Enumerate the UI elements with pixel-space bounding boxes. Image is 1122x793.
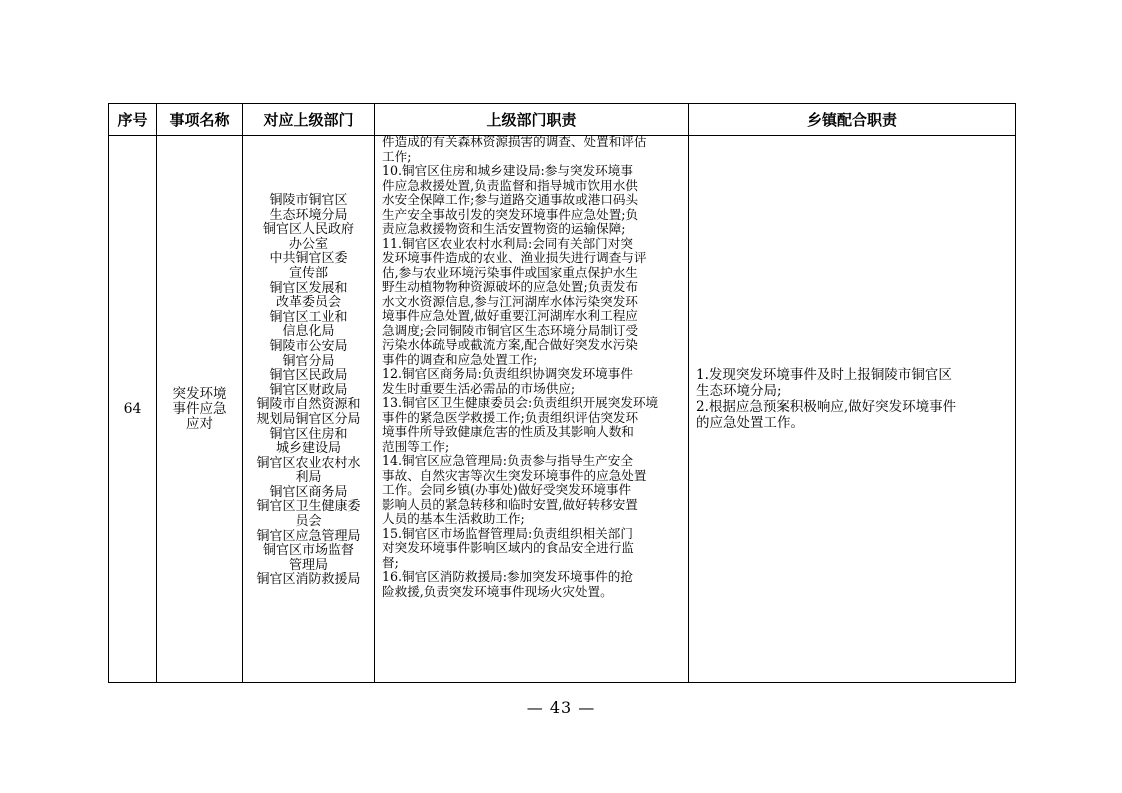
table-header-row [109, 104, 1016, 136]
department-line: 员会 [295, 514, 322, 530]
town-duty-line: 的应急处置工作。 [696, 415, 804, 431]
duty-table [108, 103, 1016, 683]
duty-line: 13.铜官区卫生健康委员会:负责组织开展突发环境 [382, 395, 659, 410]
department-line: 办公室 [288, 236, 328, 252]
department-line: 利局 [295, 470, 322, 486]
department-line: 宣传部 [288, 265, 328, 281]
page-number: — 43 — [526, 698, 596, 717]
duty-line: 事件的紧急医学救援工作;负责组织评估突发环 [382, 409, 639, 425]
duty-line: 事故、自然灾害等次生突发环境事件的应急处置 [382, 467, 647, 483]
department-line: 铜官区工业和 [269, 309, 348, 325]
duty-line: 野生动植物物种资源破坏的应急处置;负责发布 [382, 279, 639, 294]
row-town-duties [689, 136, 1016, 683]
duty-line: 发生时重要生活必需品的市场供应; [382, 380, 576, 396]
row-index: 64 [109, 136, 157, 683]
duty-line: 工作。会同乡镇(办事处)做好受突发环境事件 [382, 482, 632, 497]
duty-line: 责应急救援物资和生活安置物资的运输保障; [382, 221, 626, 236]
department-line: 中共铜官区委 [269, 251, 348, 267]
department-line: 城乡建设局 [275, 441, 341, 457]
department-line: 改革委员会 [275, 295, 341, 311]
duty-line: 污染水体疏导或截流方案,配合做好突发水污染 [382, 337, 638, 352]
duty-line: 12.铜官区商务局:负责组织协调突发环境事件 [382, 366, 633, 381]
duty-line: 16.铜官区消防救援局:参加突发环境事件的抢 [382, 569, 633, 584]
duty-line: 范围等工作; [382, 438, 450, 454]
department-line: 规划局铜官区分局 [256, 411, 361, 427]
department-line: 铜陵市铜官区 [269, 193, 348, 208]
duty-line: 件应急救援处置,负责监督和指导城市饮用水供 [382, 177, 638, 193]
duty-line: 境事件应急处置,做好重要江河湖库水利工程应 [382, 308, 638, 323]
department-line: 铜官区市场监督 [262, 543, 354, 559]
department-line: 生态环境分局 [269, 207, 348, 223]
department-line: 铜官区住房和 [269, 426, 348, 442]
duty-line: 15.铜官区市场监督管理局:负责组织相关部门 [382, 525, 633, 541]
header-item-name: 事项名称 [157, 104, 243, 136]
department-line: 铜陵市公安局 [269, 338, 348, 354]
duty-line: 水文水资源信息,参与江河湖库水体污染突发环 [382, 293, 638, 309]
department-line: 铜官区农业农村水 [256, 455, 361, 471]
item-name-line: 事件应急 [172, 400, 227, 417]
duty-line: 人员的基本生活救助工作; [382, 511, 525, 526]
department-line: 管理局 [288, 557, 328, 573]
department-line: 铜官区应急管理局 [256, 528, 361, 544]
duty-line: 10.铜官区住房和城乡建设局:参与突发环境事 [382, 163, 633, 178]
duty-line: 急调度;会同铜陵市铜官区生态环境分局制订受 [382, 322, 639, 338]
department-line: 铜官区发展和 [269, 280, 348, 296]
department-line: 铜陵市自然资源和 [256, 397, 361, 413]
item-name-line: 突发环境 [172, 385, 227, 402]
department-line: 铜官区卫生健康委 [256, 499, 361, 515]
department-line: 铜官区财政局 [269, 382, 348, 398]
row-superior-duties [375, 136, 689, 683]
duty-line: 11.铜官区农业农村水利局:会同有关部门对突 [382, 235, 633, 251]
town-duty-line: 生态环境分局; [696, 383, 782, 399]
town-duty-line: 1.发现突发环境事件及时上报铜陵市铜官区 [696, 367, 952, 383]
duty-line: 险救援,负责突发环境事件现场火灾处置。 [382, 583, 613, 599]
duty-line: 影响人员的紧急转移和临时安置,做好转移安置 [382, 496, 638, 512]
department-line: 铜官区消防救援局 [256, 572, 361, 588]
duty-line: 工作; [382, 148, 412, 164]
row-item-name [157, 136, 243, 683]
row-departments [243, 136, 375, 683]
department-line: 铜官区民政局 [269, 368, 348, 384]
town-duty-line: 2.根据应急预案积极响应,做好突发环境事件 [696, 399, 957, 415]
duty-line: 发环境事件造成的农业、渔业损失进行调查与评 [382, 250, 647, 265]
duty-line: 生产安全事故引发的突发环境事件应急处置;负 [382, 206, 639, 222]
header-departments: 对应上级部门 [243, 104, 375, 136]
department-line: 信息化局 [282, 324, 335, 340]
duty-line: 督; [382, 554, 399, 570]
header-superior-duties: 上级部门职责 [375, 104, 689, 136]
department-line: 铜官区人民政府 [262, 222, 354, 238]
duty-line: 境事件所导致健康危害的性质及其影响人数和 [382, 424, 634, 439]
duty-line: 14.铜官区应急管理局:负责参与指导生产安全 [382, 453, 633, 468]
duty-line: 水安全保障工作;参与道路交通事故或港口码头 [382, 192, 639, 207]
department-line: 铜官区商务局 [269, 484, 348, 500]
table-row [109, 136, 1016, 683]
duty-line: 对突发环境事件影响区域内的食品安全进行监 [382, 540, 634, 555]
duty-line: 事件的调查和应急处置工作; [382, 351, 538, 367]
duty-line: 件造成的有关森林资源损害的调查、处置和评估 [382, 134, 647, 149]
header-town-duties: 乡镇配合职责 [689, 104, 1016, 136]
header-index: 序号 [109, 104, 157, 136]
duty-line: 估,参与农业环境污染事件或国家重点保护水生 [382, 264, 638, 280]
department-line: 铜官分局 [282, 353, 335, 369]
item-name-line: 应对 [186, 415, 213, 432]
